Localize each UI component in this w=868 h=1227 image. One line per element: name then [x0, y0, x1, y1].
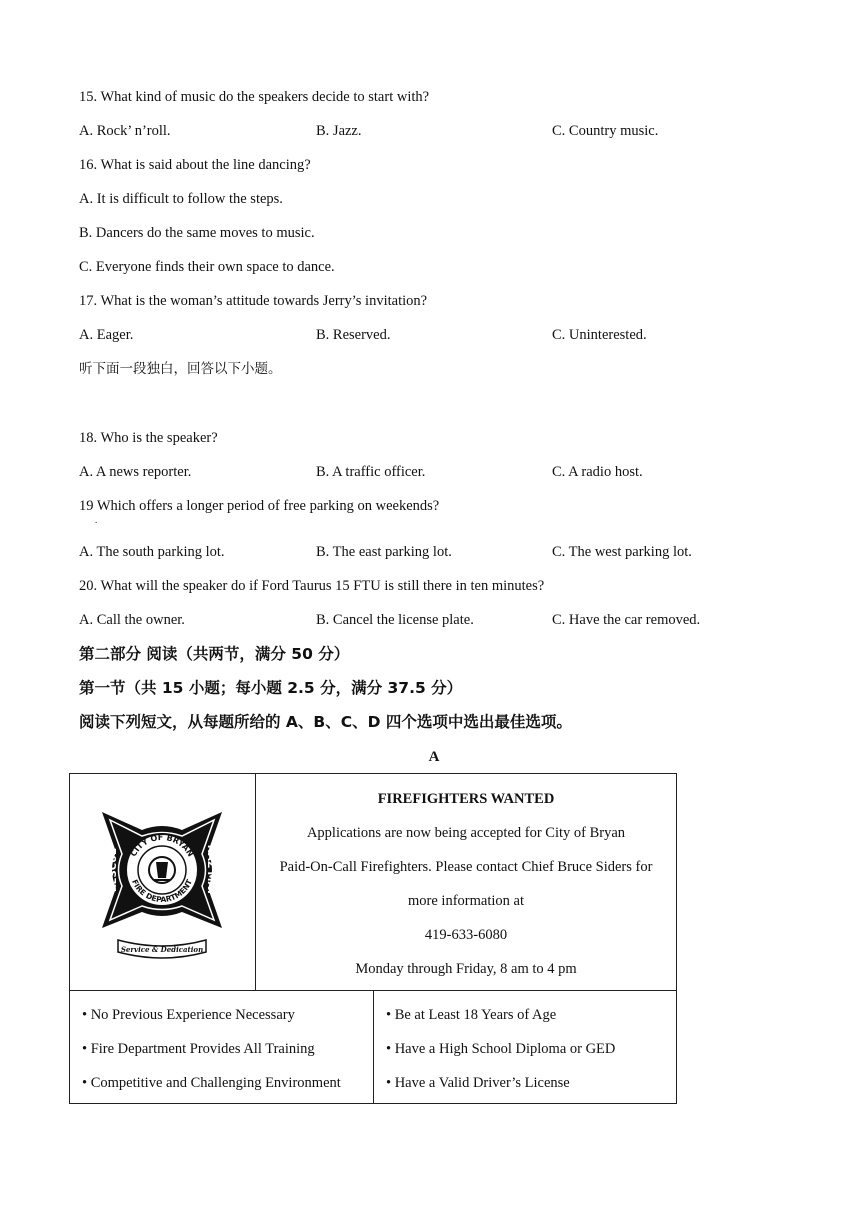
section-1-title: 第一节（共 15 小题；每小题 2.5 分，满分 37.5 分）	[79, 679, 463, 697]
logo-ring-bottom: FIRE DEPARTMENT	[130, 878, 194, 905]
q18-option-c: C. A radio host.	[552, 464, 643, 480]
ad-text-cell	[256, 774, 676, 990]
question-20: 20. What will the speaker do if Ford Taurus 15 FTU is still there in ten minutes?	[79, 578, 545, 594]
q17-option-a: A. Eager.	[79, 327, 134, 343]
question-18: 18. Who is the speaker?	[79, 430, 218, 446]
q20-option-c: C. Have the car removed.	[552, 612, 701, 628]
question-19: 19 Which offers a longer period of free parking on weekends?	[79, 498, 440, 514]
ad-phone: 419-633-6080	[424, 927, 508, 943]
question-16: 16. What is said about the line dancing?	[79, 157, 311, 173]
logo-banner: Service & Dedication	[120, 945, 204, 954]
ad-logo-cell	[70, 774, 256, 990]
logo-top-label: FIRE	[145, 813, 179, 828]
q19-option-c: C. The west parking lot.	[552, 544, 692, 560]
q19-option-b: B. The east parking lot.	[316, 544, 452, 560]
benefit-item: • Competitive and Challenging Environment	[82, 1075, 341, 1091]
ad-line-3: more information at	[408, 893, 524, 909]
ad-line-2: Paid-On-Call Firefighters. Please contact Chief Bruce Siders for	[279, 859, 653, 875]
fire-department-logo	[80, 800, 245, 965]
q18-option-b: B. A traffic officer.	[316, 464, 426, 480]
q20-option-b: B. Cancel the license plate.	[316, 612, 474, 628]
section-2-title: 第二部分 阅读（共两节，满分 50 分）	[79, 645, 350, 663]
ad-line-1: Applications are now being accepted for City of Bryan	[306, 825, 626, 841]
q19-dot: .	[95, 515, 98, 525]
firefighter-ad	[69, 773, 677, 1104]
logo-bottom-label: EMS	[147, 917, 177, 931]
q16-option-c: C. Everyone finds their own space to dance.	[79, 259, 335, 275]
q19-option-a: A. The south parking lot.	[79, 544, 225, 560]
requirement-item: • Have a High School Diploma or GED	[386, 1041, 616, 1057]
ad-requirements-list	[374, 991, 676, 1103]
logo-left-label: RESCUE	[108, 847, 119, 893]
ad-hours: Monday through Friday, 8 am to 4 pm	[355, 961, 577, 977]
question-17: 17. What is the woman’s attitude towards Jerry’s invitation?	[79, 293, 428, 309]
q17-option-c: C. Uninterested.	[552, 327, 647, 343]
q16-option-b: B. Dancers do the same moves to music.	[79, 225, 315, 241]
ad-top-row	[70, 774, 676, 991]
q20-option-a: A. Call the owner.	[79, 612, 185, 628]
benefit-item: • Fire Department Provides All Training	[82, 1041, 315, 1057]
logo-ring-top: CITY OF BRYAN	[128, 832, 196, 859]
q18-option-a: A. A news reporter.	[79, 464, 192, 480]
ad-headline: FIREFIGHTERS WANTED	[377, 791, 555, 807]
reading-instruction: 阅读下列短文，从每题所给的 A、B、C、D 四个选项中选出最佳选项。	[79, 713, 572, 731]
requirement-item: • Have a Valid Driver’s License	[386, 1075, 570, 1091]
requirement-item: • Be at Least 18 Years of Age	[386, 1007, 557, 1023]
benefit-item: • No Previous Experience Necessary	[82, 1007, 295, 1023]
q15-option-a: A. Rock’ n’roll.	[79, 123, 171, 139]
q16-option-a: A. It is difficult to follow the steps.	[79, 191, 283, 207]
passage-label: A	[428, 749, 440, 765]
monologue-instruction: 听下面一段独白，回答以下小题。	[79, 361, 282, 377]
q17-option-b: B. Reserved.	[316, 327, 391, 343]
question-15: 15. What kind of music do the speakers decide to start with?	[79, 89, 430, 105]
q15-option-b: B. Jazz.	[316, 123, 362, 139]
logo-right-label: HAZ MAT	[205, 844, 216, 896]
q15-option-c: C. Country music.	[552, 123, 659, 139]
ad-benefits-list	[70, 991, 374, 1103]
